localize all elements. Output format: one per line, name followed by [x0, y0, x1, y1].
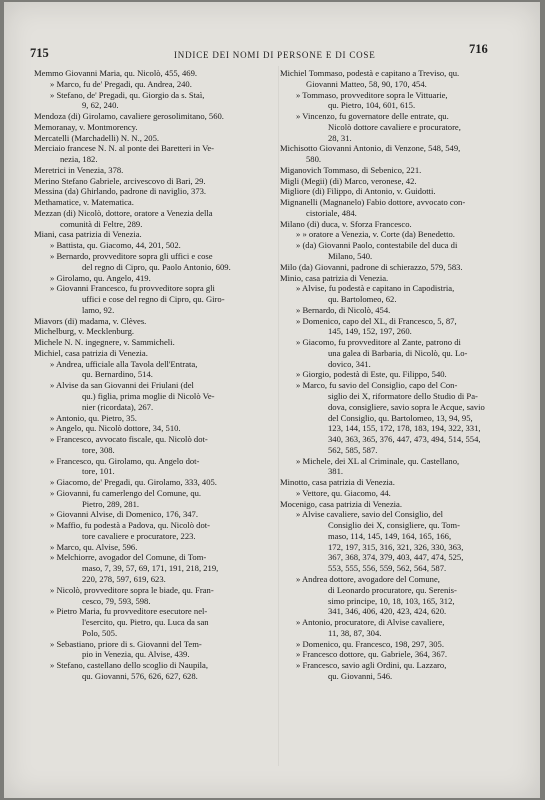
index-entry-line: » Alvise cavaliere, savio del Consiglio, del: [296, 509, 444, 520]
index-entry-heading: Milo (da) Giovanni, padrone di schierazzo, 579, 583.: [280, 261, 463, 272]
index-entry-line: siglio dei X, riformatore dello Studio di Pa-: [328, 390, 478, 401]
index-entry-heading: Michiel, casa patrizia di Venezia.: [34, 347, 148, 358]
index-entry-line: » Bernardo, provveditore sopra gli uffici e cose: [50, 251, 213, 262]
index-entry-heading: Minotto, casa patrizia di Venezia.: [280, 477, 395, 488]
index-entry-line: » Marco, fu de' Pregadi, qu. Andrea, 240.: [50, 78, 192, 89]
index-entry-line: » Marco, fu savio del Consiglio, capo del Con-: [296, 380, 458, 391]
index-entry-line: maso, 114, 145, 149, 164, 165, 166,: [328, 530, 452, 541]
index-entry-heading: Michele N. N. ingegnere, v. Sammicheli.: [34, 337, 175, 348]
index-entry-line: » Giacomo, de' Pregadi, qu. Girolamo, 333, 405.: [50, 477, 217, 488]
index-entry-line: 145, 149, 152, 197, 260.: [328, 326, 412, 337]
index-entry-line: uffici e cose del regno di Cipro, qu. Giro-: [82, 294, 225, 305]
index-entry-line: qu. Giovanni, 546.: [328, 670, 393, 681]
index-entry-line: 341, 346, 406, 420, 423, 424, 620.: [328, 606, 447, 617]
index-entry-heading: Mezzan (di) Nicolò, dottore, oratore a Venezia della: [34, 207, 213, 218]
index-entry-line: » (da) Giovanni Paolo, contestabile del duca di: [296, 240, 458, 251]
index-entry-line: qu. Bernardino, 514.: [82, 369, 153, 380]
index-entry-heading: Migli (Megii) (di) Marco, veronese, 42.: [280, 175, 417, 186]
index-entry-line: Nicolò dottore cavaliere e procuratore,: [328, 121, 461, 132]
index-entry-line: » Battista, qu. Giacomo, 44, 201, 502.: [50, 240, 181, 251]
index-entry-line: tore, 308.: [82, 444, 115, 455]
index-entry-line: lamo, 92.: [82, 304, 115, 315]
running-title: INDICE DEI NOMI DI PERSONE E DI COSE: [174, 50, 376, 60]
index-entry-line: » » oratore a Venezia, v. Corte (da) Benedetto.: [296, 229, 455, 240]
index-entry-line: tore cavaliere e procuratore, 223.: [82, 530, 196, 541]
index-entry-line: l'esercito, qu. Pietro, qu. Luca da san: [82, 617, 209, 628]
index-entry-line: qu. Bartolomeo, 62.: [328, 294, 397, 305]
index-entry-heading: Milano (di) duca, v. Sforza Francesco.: [280, 218, 412, 229]
index-entry-line: Consiglio dei X, consigliere, qu. Tom-: [328, 520, 460, 531]
index-entry-line: del regno di Cipro, qu. Paolo Antonio, 609.: [82, 261, 231, 272]
index-entry-heading: Miavors (di) madama, v. Clèves.: [34, 315, 147, 326]
index-entry-line: » Francesco, qu. Girolamo, qu. Angelo dot-: [50, 455, 200, 466]
index-entry-heading: Messina (da) Ghirlando, padrone di naviglio, 373.: [34, 186, 207, 197]
index-entry-line: simo principe, 10, 18, 103, 165, 312,: [328, 595, 455, 606]
index-entry-line: 580.: [306, 154, 322, 165]
index-entry-line: » Michele, dei XL al Criminale, qu. Castellano,: [296, 455, 460, 466]
index-entry-line: dovico, 341.: [328, 358, 371, 369]
index-entry-line: 172, 197, 315, 316, 321, 326, 330, 363,: [328, 541, 464, 552]
index-entry-heading: Mocenigo, casa patrizia di Venezia.: [280, 498, 403, 509]
index-entry-line: cistoriale, 484.: [306, 207, 357, 218]
index-entry-line: » Giovanni, fu camerlengo del Comune, qu.: [50, 487, 202, 498]
index-entry-line: maso, 7, 39, 57, 69, 171, 191, 218, 219,: [82, 563, 219, 574]
index-entry-line: » Domenico, capo del XL, di Francesco, 5, 87,: [296, 315, 457, 326]
index-entry-line: » Alvise, fu podestà e capitano in Capodistria,: [296, 283, 455, 294]
index-entry-line: di Leonardo procuratore, qu. Serenis-: [328, 584, 457, 595]
index-entry-heading: Miganovich Tommaso, di Sebenico, 221.: [280, 164, 422, 175]
index-entry-heading: Memoranay, v. Montmorency.: [34, 121, 138, 132]
index-entry-line: » Andrea, ufficiale alla Tavola dell'Entrata,: [50, 358, 198, 369]
index-entry-line: » Alvise da san Giovanni dei Friulani (del: [50, 380, 194, 391]
index-entry-line: 9, 62, 240.: [82, 100, 119, 111]
page-number-right: 716: [469, 42, 488, 56]
index-entry-line: » Antonio, qu. Pietro, 35.: [50, 412, 137, 423]
index-entry-heading: Mendoza (di) Girolamo, cavaliere gerosolimitano, 560.: [34, 111, 224, 122]
index-entry-line: qu. Giovanni, 576, 626, 627, 628.: [82, 670, 198, 681]
index-entry-line: 123, 144, 155, 172, 178, 183, 194, 322, 331,: [328, 423, 481, 434]
index-entry-heading: Methamatice, v. Matematica.: [34, 197, 134, 208]
index-entry-heading: Merino Stefano Gabriele, arcivescovo di Bari, 29.: [34, 175, 206, 186]
index-entry-line: » Domenico, qu. Francesco, 198, 297, 305.: [296, 638, 444, 649]
index-entry-heading: Michelburg, v. Mecklenburg.: [34, 326, 135, 337]
index-entry-line: » Francesco, avvocato fiscale, qu. Nicolò dot-: [50, 434, 208, 445]
index-entry-line: » Stefano, castellano dello scoglio di Naupila,: [50, 660, 208, 671]
index-entry-heading: Migliore (di) Filippo, di Antonio, v. Guidotti.: [280, 186, 436, 197]
index-entry-line: nezia, 182.: [60, 154, 98, 165]
index-entry-line: qu. Pietro, 104, 601, 615.: [328, 100, 416, 111]
index-entry-line: 562, 585, 587.: [328, 444, 378, 455]
index-entry-line: comunità di Feltre, 289.: [60, 218, 143, 229]
index-entry-line: Polo, 505.: [82, 627, 118, 638]
index-entry-line: » Angelo, qu. Nicolò dottore, 34, 510.: [50, 423, 181, 434]
index-entry-line: Giovanni Matteo, 58, 90, 170, 454.: [306, 78, 427, 89]
index-entry-heading: Michiel Tommaso, podestà e capitano a Treviso, qu.: [280, 68, 460, 78]
index-entry-heading: Minio, casa patrizia di Venezia.: [280, 272, 389, 283]
index-entry-line: » Nicolò, provveditore sopra le biade, qu. Fran-: [50, 584, 214, 595]
index-entry-line: » Francesco dottore, qu. Gabriele, 364, 367.: [296, 649, 448, 660]
index-entry-line: qu.) figlia, prima moglie di Nicolò Ve-: [82, 390, 215, 401]
index-entry-line: » Tommaso, provveditore sopra le Vittuarie,: [296, 89, 448, 100]
index-entry-line: 340, 363, 365, 376, 447, 473, 494, 514, 554,: [328, 434, 481, 445]
page-number-left: 715: [30, 46, 49, 60]
index-entry-line: » Stefano, de' Pregadi, qu. Giorgio da s. Staì,: [50, 89, 205, 100]
book-page: [4, 2, 540, 798]
index-entry-line: una galea di Barbaria, di Nicolò, qu. Lo-: [328, 347, 468, 358]
index-entry-heading: Memmo Giovanni Maria, qu. Nicolò, 455, 469.: [34, 68, 198, 78]
index-entry-line: 220, 278, 597, 619, 623.: [82, 573, 166, 584]
index-entry-line: 11, 38, 87, 304.: [328, 627, 382, 638]
index-entry-line: » Giorgio, podestà di Este, qu. Filippo, 540.: [296, 369, 447, 380]
index-entry-heading: Mercatelli (Marchadelli) N. N., 205.: [34, 132, 160, 143]
index-entry-line: » Giacomo, fu provveditore al Zante, patrono di: [296, 337, 461, 348]
index-entry-line: » Girolamo, qu. Angelo, 419.: [50, 272, 151, 283]
index-entry-line: » Maffio, fu podestà a Padova, qu. Nicolò dot-: [50, 520, 210, 531]
index-entry-heading: Miani, casa patrizia di Venezia.: [34, 229, 142, 240]
index-entry-line: del Consiglio, qu. Bartolomeo, 13, 94, 95,: [328, 412, 473, 423]
index-entry-line: » Pietro Maria, fu provveditore esecutore nel-: [50, 606, 208, 617]
index-entry-line: 28, 31.: [328, 132, 352, 143]
index-column-left: [34, 68, 280, 682]
index-entry-line: 381.: [328, 466, 344, 477]
index-entry-line: 367, 368, 374, 379, 403, 447, 474, 525,: [328, 552, 464, 563]
index-entry-line: » Vettore, qu. Giacomo, 44.: [296, 487, 391, 498]
index-entry-line: » Giovanni Alvise, di Domenico, 176, 347.: [50, 509, 198, 520]
index-entry-line: » Melchiorre, avogador del Comune, di Tom-: [50, 552, 207, 563]
index-entry-line: Milano, 540.: [328, 251, 373, 262]
index-column-right: [280, 68, 522, 682]
index-entry-line: » Antonio, procuratore, di Alvise cavaliere,: [296, 617, 445, 628]
index-entry-line: » Marco, qu. Alvise, 596.: [50, 541, 138, 552]
index-entry-line: cesco, 79, 593, 598.: [82, 595, 151, 606]
index-entry-line: dova, consigliere, savio sopra le Acque, savio: [328, 401, 485, 412]
index-entry-line: nier (ricordata), 267.: [82, 401, 154, 412]
page-header: [4, 2, 540, 58]
index-entry-heading: Merciaio francese N. N. al ponte dei Baretteri in Ve-: [34, 143, 214, 154]
index-entry-heading: Meretrici in Venezia, 378.: [34, 164, 124, 175]
index-entry-heading: Michisotto Giovanni Antonio, di Venzone, 548, 549,: [280, 143, 461, 154]
index-entry-line: 553, 555, 556, 559, 562, 564, 587.: [328, 563, 447, 574]
index-entry-line: Pietro, 289, 281.: [82, 498, 140, 509]
index-entry-line: » Bernardo, di Nicolò, 454.: [296, 304, 391, 315]
index-entry-line: tore, 101.: [82, 466, 115, 477]
index-entry-line: » Francesco, savio agli Ordini, qu. Lazzaro,: [296, 660, 447, 671]
index-entry-heading: Mignanelli (Magnanelo) Fabio dottore, avvocato con-: [280, 197, 466, 208]
index-entry-line: » Giovanni Francesco, fu provveditore sopra gli: [50, 283, 215, 294]
index-entry-line: pio in Venezia, qu. Alvise, 439.: [82, 649, 190, 660]
index-entry-line: » Andrea dottore, avogadore del Comune,: [296, 573, 440, 584]
index-entry-line: » Sebastiano, priore di s. Giovanni del Tem-: [50, 638, 202, 649]
index-entry-line: » Vincenzo, fu governatore delle entrate, qu.: [296, 111, 449, 122]
